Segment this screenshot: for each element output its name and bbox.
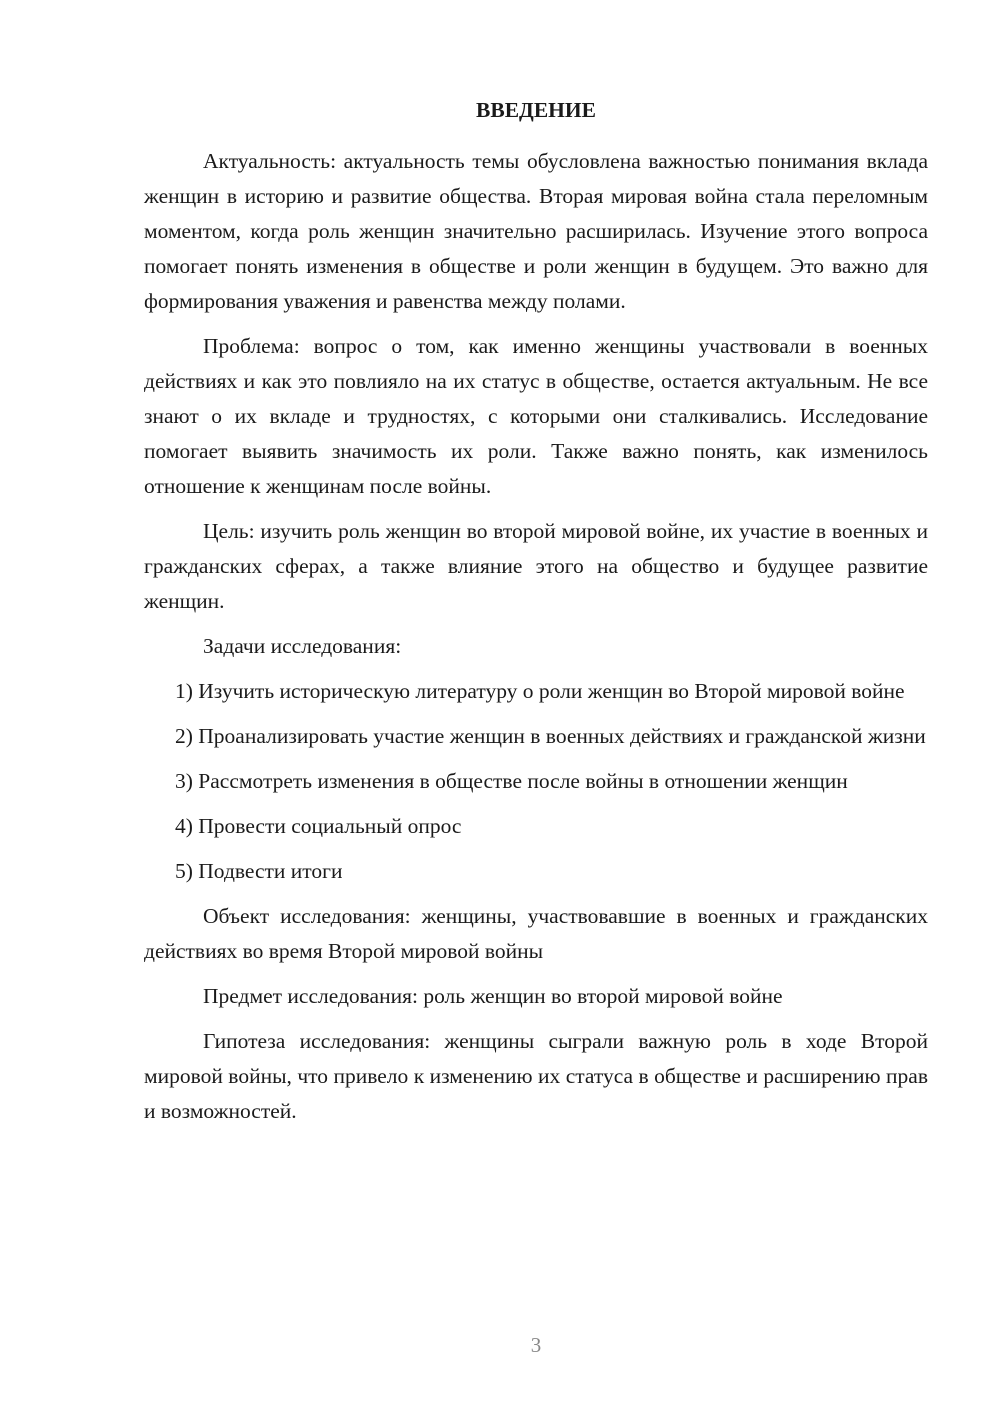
object-paragraph: Объект исследования: женщины, участвовавшие в военных и гражданских действиях во время Второй мировой войны xyxy=(144,904,928,963)
hypothesis-paragraph: Гипотеза исследования: женщины сыграли важную роль в ходе Второй мировой войны, что привело к изменению их статуса в обществе и расширению прав и возможностей. xyxy=(144,1029,928,1123)
task-item-2: 2) Проанализировать участие женщин в военных действиях и гражданской жизни xyxy=(175,724,926,748)
task-item-1: 1) Изучить историческую литературу о роли женщин во Второй мировой войне xyxy=(175,679,905,703)
tasks-heading: Задачи исследования: xyxy=(203,634,402,658)
task-item-3: 3) Рассмотреть изменения в обществе после войны в отношении женщин xyxy=(175,769,848,793)
page-number: 3 xyxy=(530,1333,542,1357)
task-item-4: 4) Провести социальный опрос xyxy=(175,814,462,838)
goal-paragraph: Цель: изучить роль женщин во второй мировой войне, их участие в военных и гражданских сферах, а также влияние этого на общество и будущее развитие женщин. xyxy=(144,519,928,613)
relevance-paragraph: Актуальность: актуальность темы обусловлена важностью понимания вклада женщин в историю и развитие общества. Вторая мировая война стала переломным моментом, когда роль женщин значительно расширилась. Изучение этого вопроса помогает понять изменения в обществе и роли женщин в будущем. Это важно для формирования уважения и равенства между полами. xyxy=(144,149,928,313)
section-title: ВВЕДЕНИЕ xyxy=(476,98,596,122)
subject-paragraph: Предмет исследования: роль женщин во второй мировой войне xyxy=(203,984,783,1008)
task-item-5: 5) Подвести итоги xyxy=(175,859,343,883)
problem-paragraph: Проблема: вопрос о том, как именно женщины участвовали в военных действиях и как это повлияло на их статус в обществе, остается актуальным. Не все знают о их вкладе и трудностях, с которыми они сталкивались. Исследование помогает выявить значимость их роли. Также важно понять, как изменилось отношение к женщинам после войны. xyxy=(144,334,928,498)
document-page xyxy=(144,93,928,1139)
